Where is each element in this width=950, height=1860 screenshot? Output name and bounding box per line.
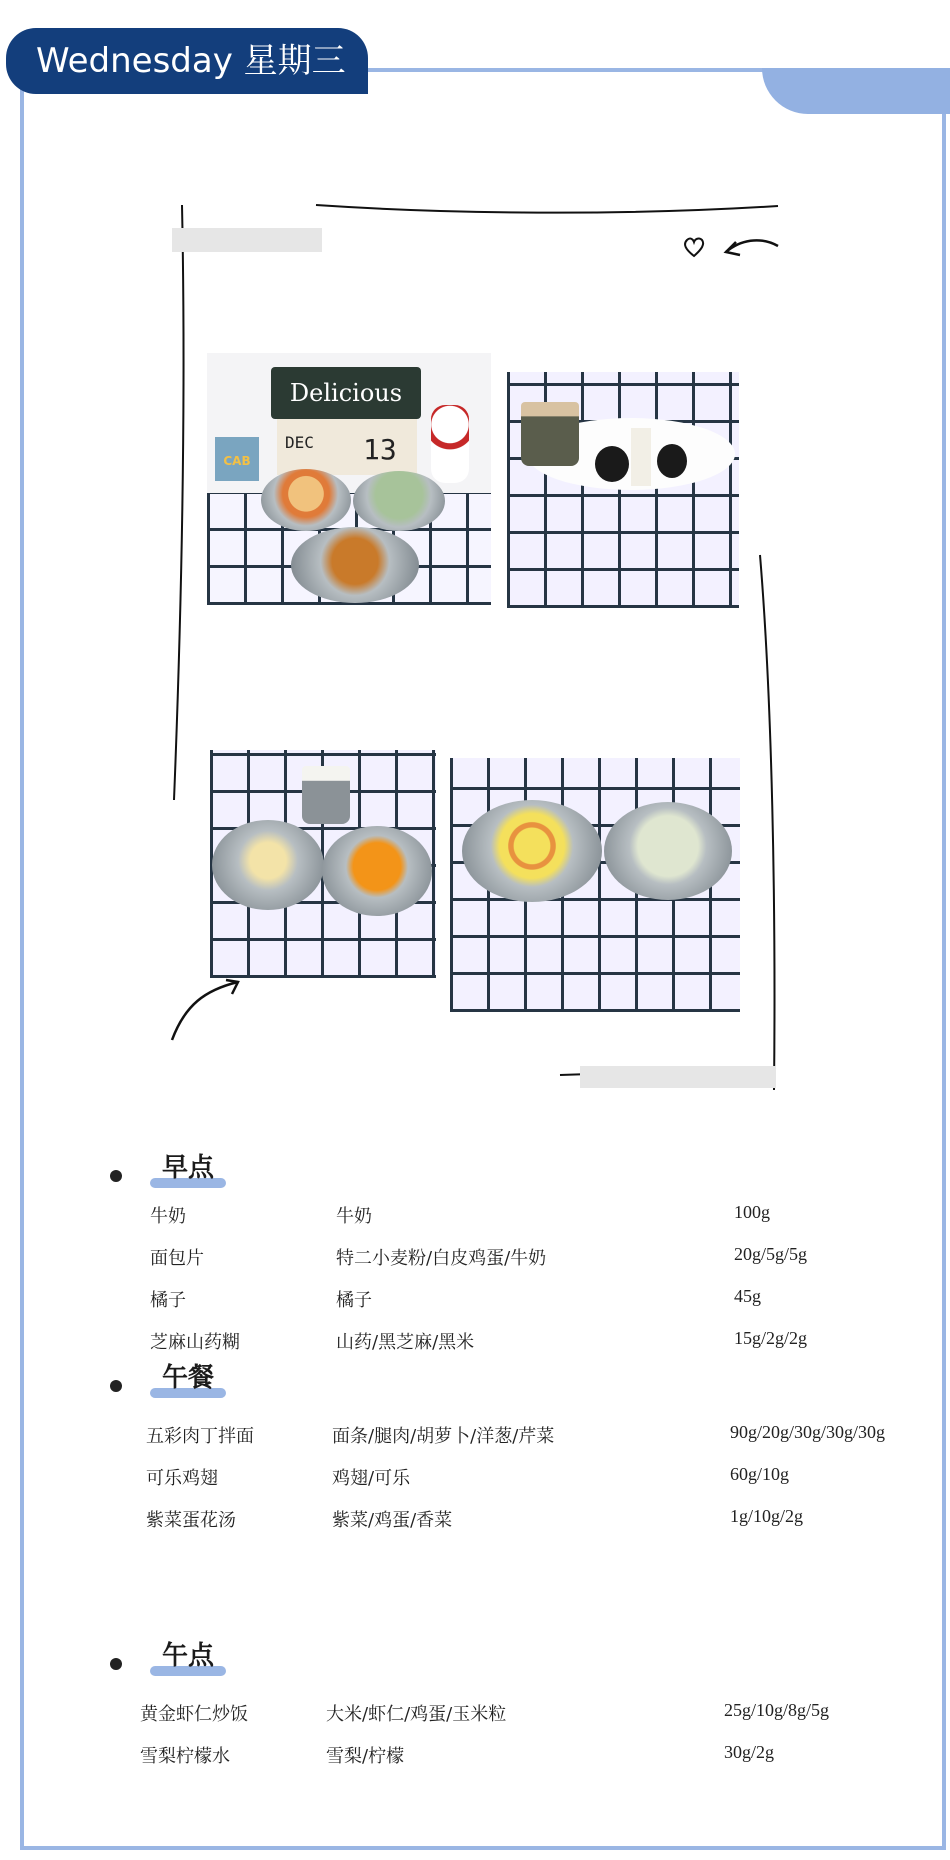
corner-decoration <box>762 68 950 114</box>
bullet <box>110 1170 122 1182</box>
plate-wings <box>291 527 419 603</box>
sesame-pile-1 <box>595 446 629 482</box>
photo-breakfast-drink <box>507 372 739 608</box>
toy-blocks <box>215 437 259 481</box>
toy-block-letters: CAB <box>223 454 251 468</box>
section-title: 早点 <box>150 1150 226 1186</box>
plate-orange <box>322 826 432 916</box>
chalkboard <box>271 367 421 419</box>
calendar-day: 13 <box>363 433 397 466</box>
section-title: 午餐 <box>150 1360 226 1396</box>
chalkboard-text: Delicious <box>289 379 403 407</box>
cup-drink <box>521 402 579 466</box>
heart-icon <box>681 234 707 260</box>
photo-afternoon-snack <box>450 758 740 1012</box>
section-afternoon-snack: 午点 黄金虾仁炒饭 大米/虾仁/鸡蛋/玉米粒 25g/10g/8g/5g 雪梨柠檬水 雪梨/柠檬 30g/2g <box>110 1638 930 1778</box>
section-breakfast: 早点 牛奶 牛奶 100g 面包片 特二小麦粉/白皮鸡蛋/牛奶 20g/5g/5g 橘子 橘子 45g 芝麻山药糊 山药/黑芝麻/黑米 15g/2g/2g <box>110 1150 930 1360</box>
bullet <box>110 1380 122 1392</box>
bowl-pear-water <box>604 802 732 900</box>
section-lunch: 午餐 五彩肉丁拌面 面条/腿肉/胡萝卜/洋葱/芹菜 90g/20g/30g/30g/30g 可乐鸡翅 鸡翅/可乐 60g/10g 紫菜蛋花汤 紫菜/鸡蛋/香菜 1g/10g/2g <box>110 1360 930 1530</box>
photo-breakfast-set <box>210 750 436 978</box>
bowl-noodles <box>261 469 351 531</box>
bowl-fried-rice <box>462 800 602 902</box>
plate-bread <box>212 820 324 910</box>
photo-lunch-display <box>207 353 491 605</box>
section-title: 午点 <box>150 1638 226 1674</box>
day-title: Wednesday 星期三 <box>6 28 368 94</box>
bowl-soup <box>353 471 445 531</box>
cup-milk <box>302 766 350 824</box>
chef-figurine <box>431 405 469 483</box>
bullet <box>110 1658 122 1670</box>
yam-strip <box>631 428 651 486</box>
calendar <box>277 419 417 475</box>
sesame-pile-2 <box>657 444 687 478</box>
calendar-month: DEC <box>285 433 314 452</box>
